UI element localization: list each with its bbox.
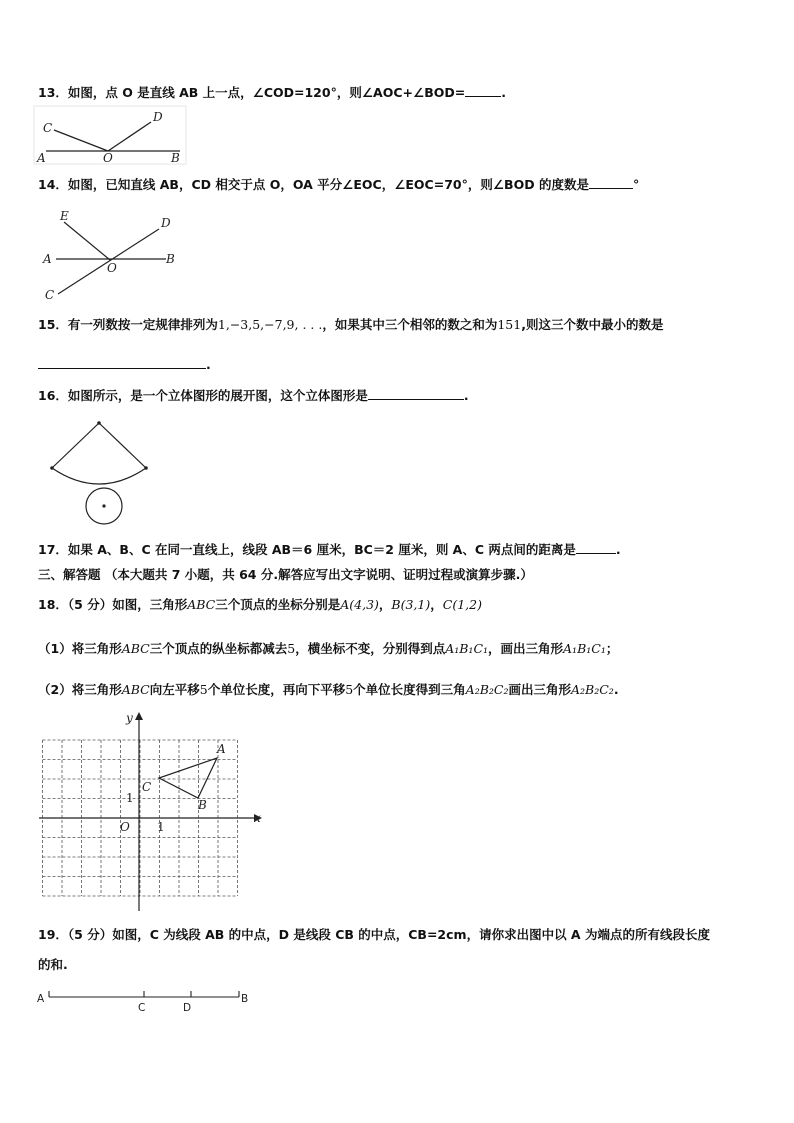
q14-label-o: O: [107, 261, 117, 275]
q13-label-a: A: [37, 151, 46, 165]
q19-label-a: A: [37, 993, 45, 1005]
q13-label-c: C: [43, 121, 53, 135]
point-label-b: B: [198, 798, 207, 812]
q15-sum: 151: [497, 317, 522, 332]
q18-part-1: （1）将三角形ABC三个顶点的纵坐标都减去5，横坐标不变，分别得到点A₁B₁C₁，画出三角形A₁B₁C₁；: [38, 641, 619, 656]
question-15: 15．有一列数按一定规律排列为1,−3,5,−7,9, . . .，如果其中三个相邻的数之和为151,则这三个数中最小的数是: [38, 317, 664, 332]
question-19: 19．（5 分）如图，C 为线段 AB 的中点，D 是线段 CB 的中点，CB=2cm，请你求出图中以 A 为端点的所有线段长度: [38, 927, 710, 942]
q14-answer-blank[interactable]: [589, 175, 633, 189]
q13-text: 13．如图，点 O 是直线 AB 上一点，∠COD=120°，则∠AOC+∠BOD=: [38, 85, 466, 100]
section-3-heading: 三、解答题 （本大题共 7 小题，共 64 分.解答应写出文字说明、证明过程或演算步骤.）: [38, 567, 533, 582]
q13-figure: [34, 106, 186, 166]
q13-label-d: D: [153, 110, 163, 124]
q18-part-2: （2）将三角形ABC向左平移5个单位长度，再向下平移5个单位长度得到三角A₂B₂C₂画出三角形A₂B₂C₂.: [38, 682, 619, 697]
q19-label-b: B: [241, 993, 249, 1005]
q19-label-d: D: [183, 1002, 192, 1014]
q14-label-c: C: [45, 288, 55, 302]
q13-label-o: O: [103, 151, 113, 165]
q19-segment-figure: [34, 988, 254, 1018]
question-14: 14．如图，已知直线 AB，CD 相交于点 O，OA 平分∠EOC，∠EOC=70°，则∠BOD 的度数是 °: [38, 177, 640, 192]
tick-y-1: 1: [126, 791, 134, 805]
q14-figure: [40, 205, 185, 305]
question-13: 13．如图，点 O 是直线 AB 上一点，∠COD=120°，则∠AOC+∠BOD= .: [38, 85, 506, 100]
q18-coord-c: C(1,2): [442, 597, 482, 612]
tick-x-1: 1: [157, 820, 165, 834]
q15-answer-line: .: [38, 355, 211, 374]
q14-text: 14．如图，已知直线 AB，CD 相交于点 O，OA 平分∠EOC，∠EOC=70°，则∠BOD 的度数是: [38, 177, 589, 192]
triangle-abc: [159, 758, 217, 798]
axis-label-y: y: [126, 711, 133, 725]
q18-coord-b: B(3,1): [391, 597, 431, 612]
q16-answer-blank[interactable]: [368, 386, 464, 400]
q17-answer-blank[interactable]: [576, 540, 616, 554]
q17-text: 17．如果 A、B、C 在同一直线上，线段 AB＝6 厘米，BC＝2 厘米，则 A、C 两点间的距离是: [38, 542, 576, 557]
q15-answer-blank[interactable]: [38, 355, 206, 369]
q14-label-b: B: [166, 252, 175, 266]
point-label-a: A: [217, 742, 226, 756]
q19-label-c: C: [138, 1002, 146, 1014]
q15-sequence: 1,−3,5,−7,9, . . .: [217, 317, 323, 332]
q18-coordinate-grid: [34, 706, 270, 916]
q14-label-e: E: [60, 209, 69, 223]
q13-label-b: B: [171, 151, 180, 165]
question-18: 18．（5 分）如图，三角形ABC三个顶点的坐标分别是A(4,3)，B(3,1)，C(1,2): [38, 597, 482, 612]
q16-net-figure: [44, 415, 154, 530]
q13-answer-blank[interactable]: [465, 83, 501, 97]
question-16: 16．如图所示，是一个立体图形的展开图，这个立体图形是 .: [38, 388, 469, 403]
q18-coord-a: A(4,3): [340, 597, 379, 612]
axis-label-x: x: [254, 811, 261, 825]
q14-label-a: A: [43, 252, 52, 266]
question-17: 17．如果 A、B、C 在同一直线上，线段 AB＝6 厘米，BC＝2 厘米，则 A、C 两点间的距离是 .: [38, 542, 621, 557]
q16-text: 16．如图所示，是一个立体图形的展开图，这个立体图形是: [38, 388, 368, 403]
point-label-c: C: [142, 780, 152, 794]
origin-label: O: [120, 820, 130, 834]
question-19-cont: 的和.: [38, 957, 68, 972]
q14-label-d: D: [161, 216, 171, 230]
